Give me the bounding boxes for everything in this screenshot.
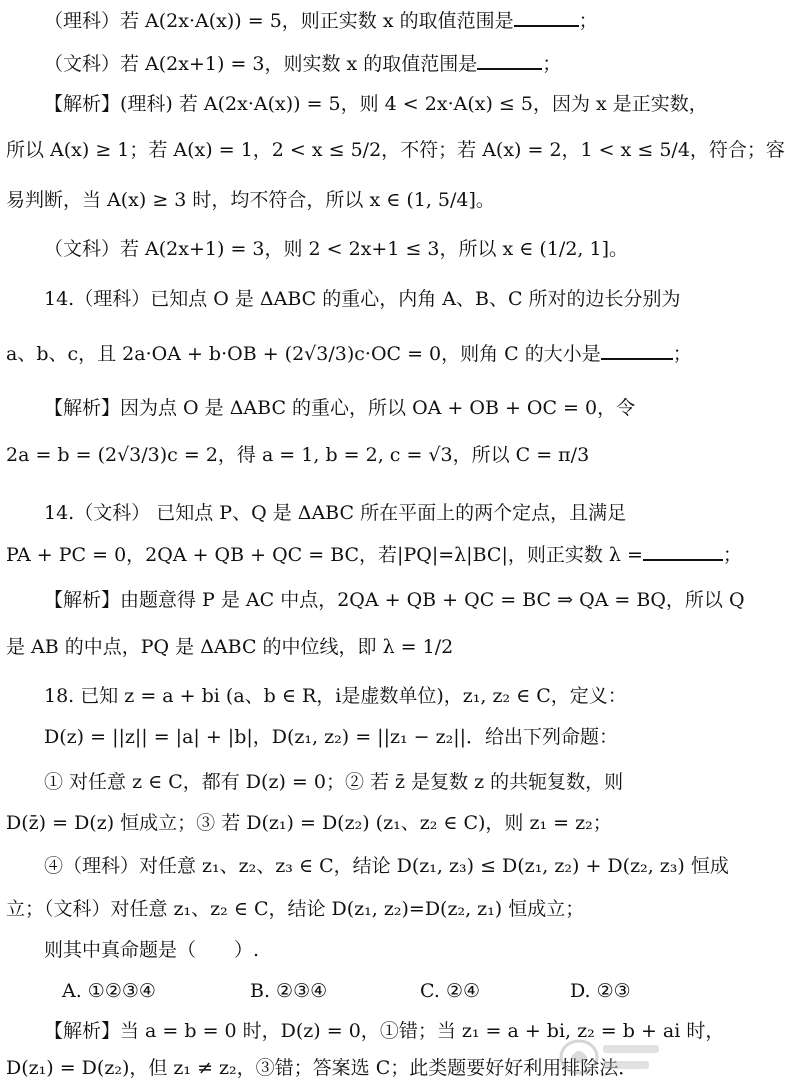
q14-arts-question-line-1: 14.（文科） 已知点 P、Q 是 ΔABC 所在平面上的两个定点，且满足 <box>44 502 627 524</box>
option-a: A. ①②③④ <box>62 980 156 1002</box>
q13-science-question: （理科）若 A(2x·A(x)) = 5，则正实数 x 的取值范围是 ； <box>44 10 598 32</box>
q18-prompt: 则其中真命题是（ ）. <box>44 939 260 961</box>
q13-analysis-line-2: 所以 A(x) ≥ 1；若 A(x) = 1，2 < x ≤ 5/2，不符；若 A(x) = 2，1 < x ≤ 5/4，符合；容 <box>6 139 785 161</box>
q14-arts-analysis-line-1: 【解析】由题意得 P 是 AC 中点，2QA + QB + QC = BC ⇒ QA = BQ，所以 Q <box>44 589 745 611</box>
q13-analysis-line-3: 易判断，当 A(x) ≥ 3 时，均不符合，所以 x ∈ (1, 5/4]。 <box>6 189 495 211</box>
option-c: C. ②④ <box>420 980 481 1002</box>
answer-blank <box>643 559 723 561</box>
q14-science-question-line-2: a、b、c，且 2a·OA + b·OB + (2√3/3)c·OC = 0，则角 C 的大小是 ； <box>6 343 692 365</box>
watermark-logo-icon <box>557 1035 667 1079</box>
q14-science-question-line-1: 14.（理科）已知点 O 是 ΔABC 的重心，内角 A、B、C 所对的边长分别为 <box>44 288 681 310</box>
q18-proposition-line-3: ④（理科）对任意 z₁、z₂、z₃ ∈ C，结论 D(z₁, z₃) ≤ D(z₁, z₂) + D(z₂, z₃) 恒成 <box>44 855 729 877</box>
answer-blank <box>601 358 673 360</box>
option-d: D. ②③ <box>570 980 631 1002</box>
option-b: B. ②③④ <box>250 980 328 1002</box>
q18-analysis-line-1: 【解析】当 a = b = 0 时，D(z) = 0，①错；当 z₁ = a + bi, z₂ = b + ai 时， <box>44 1020 725 1042</box>
q13-analysis-line-1: 【解析】(理科) 若 A(2x·A(x)) = 5，则 4 < 2x·A(x) ≤ 5，因为 x 是正实数， <box>44 93 708 115</box>
q18-proposition-line-1: ① 对任意 z ∈ C，都有 D(z) = 0；② 若 z̄ 是复数 z 的共轭复数，则 <box>44 771 624 793</box>
q18-question-line-2: D(z) = ||z|| = |a| + |b|，D(z₁, z₂) = ||z₁ − z₂||．给出下列命题： <box>44 726 619 748</box>
q14-arts-analysis-line-2: 是 AB 的中点，PQ 是 ΔABC 的中位线，即 λ = 1/2 <box>6 636 454 658</box>
q14-arts-question-line-2: PA + PC = 0，2QA + QB + QC = BC，若|PQ|=λ|BC|，则正实数 λ = ； <box>6 544 742 566</box>
answer-blank <box>477 68 542 70</box>
q14-science-analysis-line-2: 2a = b = (2√3/3)c = 2，得 a = 1, b = 2, c = √3，所以 C = π/3 <box>6 444 590 466</box>
q18-proposition-line-2: D(z̄) = D(z) 恒成立；③ 若 D(z₁) = D(z₂) (z₁、z₂ ∈ C)，则 z₁ = z₂； <box>6 812 612 834</box>
q13-arts-question: （文科）若 A(2x+1) = 3，则实数 x 的取值范围是 ； <box>44 53 562 75</box>
q18-question-line-1: 18. 已知 z = a + bi (a、b ∈ R，i是虚数单位)，z₁, z₂ ∈ C，定义： <box>44 685 627 707</box>
answer-blank <box>514 25 579 27</box>
q14-science-analysis-line-1: 【解析】因为点 O 是 ΔABC 的重心，所以 OA + OB + OC = 0，令 <box>44 397 636 419</box>
q18-proposition-line-4: 立；（文科）对任意 z₁、z₂ ∈ C，结论 D(z₁, z₂)=D(z₂, z₁) 恒成立； <box>6 898 585 920</box>
q18-analysis-line-2: D(z₁) = D(z₂)，但 z₁ ≠ z₂，③错；答案选 C；此类题要好好利用排除法． <box>6 1057 638 1079</box>
q13-arts-analysis: （文科）若 A(2x+1) = 3，则 2 < 2x+1 ≤ 3，所以 x ∈ (1/2, 1]。 <box>44 238 628 260</box>
